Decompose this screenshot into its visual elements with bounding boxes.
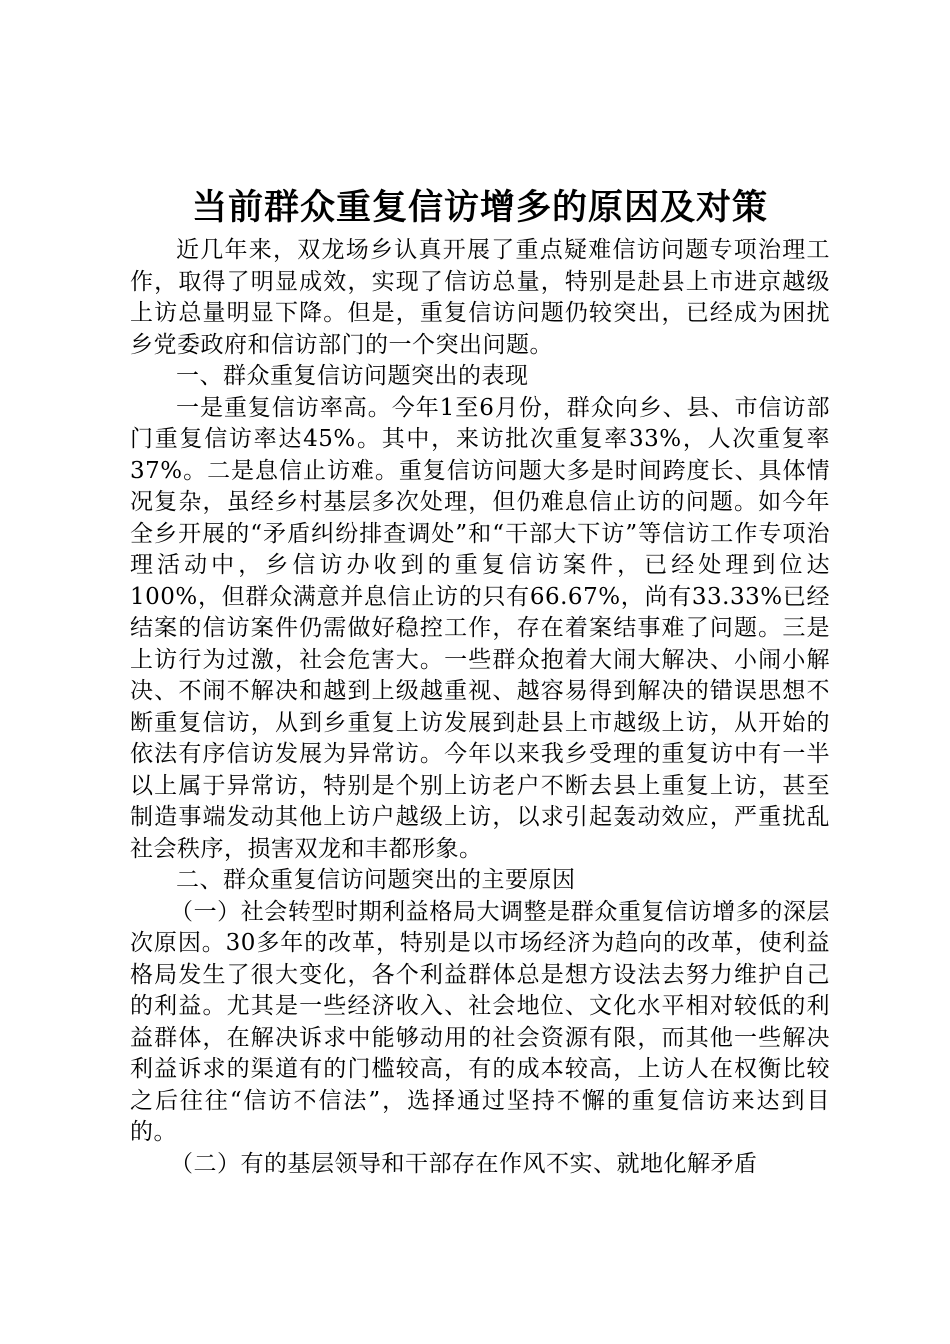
section-1-heading: 一、群众重复信访问题突出的表现 bbox=[176, 363, 529, 389]
section-1-body: 一是重复信访率高。今年1至6月份，群众向乡、县、市信访部门重复信访率达45%。其中，来访批次重复率33%，人次重复率37%。二是息信止访难。重复信访问题大多是时间跨度长、具体情况复杂，虽经乡村基层多次处理，但仍难息信止访的问题。如今年全乡开展的“矛盾纠纷排查调处”和“干部大下访”等信访工作专项治理活动中，乡信访办收到的重复信访案件，已经处理到位达100%，但群众满意并息信止访的只有66.67%，尚有33.33%已经结案的信访案件仍需做好稳控工作，存在着案结事难了问题。三是上访行为过激，社会危害大。一些群众抱着大闹大解决、小闹小解决、不闹不解决和越到上级越重视、越容易得到解决的错误思想不断重复信访，从到乡重复上访发展到赴县上市越级上访，从开始的依法有序信访发展为异常访。今年以来我乡受理的重复访中有一半以上属于异常访，特别是个别上访老户不断去县上重复上访，甚至制造事端发动其他上访户越级上访，以求引起轰动效应，严重扰乱社会秩序，损害双龙和丰都形象。 bbox=[130, 394, 830, 862]
section-2-heading: 二、群众重复信访问题突出的主要原因 bbox=[176, 867, 576, 893]
intro-paragraph: 近几年来，双龙场乡认真开展了重点疑难信访问题专项治理工作，取得了明显成效，实现了信访总量，特别是赴县上市进京越级上访总量明显下降。但是，重复信访问题仍较突出，已经成为困扰乡党委政府和信访部门的一个突出问题。 bbox=[130, 237, 830, 358]
document-page bbox=[130, 183, 830, 1180]
document-title: 当前群众重复信访增多的原因及对策 bbox=[191, 188, 768, 228]
section-2-paragraph-2: （二）有的基层领导和干部存在作风不实、就地化解矛盾 bbox=[170, 1150, 758, 1177]
section-2-paragraph-1: （一）社会转型时期利益格局大调整是群众重复信访增多的深层次原因。30多年的改革，特别是以市场经济为趋向的改革，使利益格局发生了很大变化，各个利益群体总是想方设法去努力维护自己的利益。尤其是一些经济收入、社会地位、文化水平相对较低的利益群体，在解决诉求中能够动用的社会资源有限，而其他一些解决利益诉求的渠道有的门槛较高，有的成本较高，上访人在权衡比较之后往往“信访不信法”，选择通过坚持不懈的重复信访来达到目的。 bbox=[130, 898, 830, 1145]
